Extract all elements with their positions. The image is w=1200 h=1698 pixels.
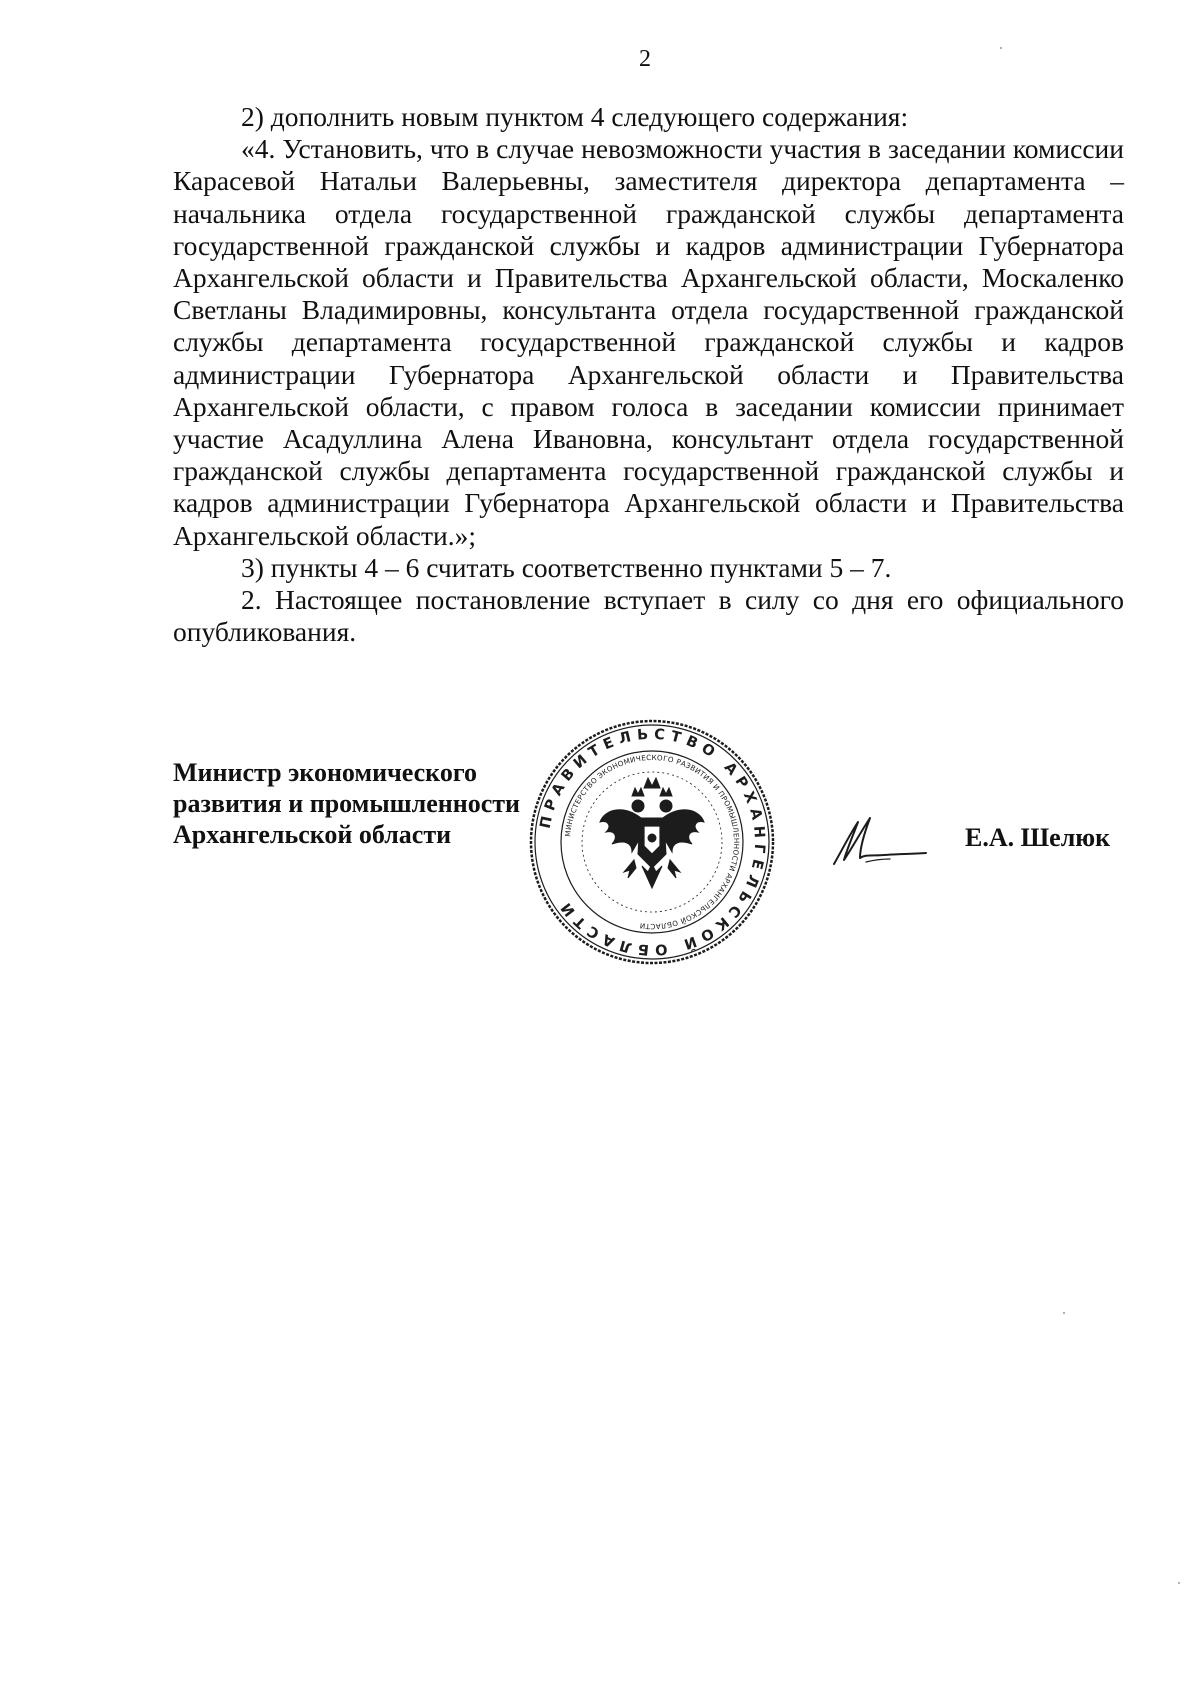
paragraph-entry-into-force: 2. Настоящее постановление вступает в силу со дня его официального опубликования. <box>173 584 1124 648</box>
scan-speck <box>1178 1582 1180 1584</box>
scan-speck <box>1063 1312 1065 1314</box>
paragraph-new-point-4: «4. Установить, что в случае невозможности участия в заседании комиссии Карасевой Натальи Валерьевны, заместителя директора департамента – начальника отдела государственной гражданской службы департамента государственной гражданской службы и кадров администрации Губернатора Архангельской области и Правительства Архангельской области, Москаленко Светланы Владимировны, консультанта отдела государственной гражданской службы департамента государственной гражданской службы и кадров администрации Губернатора Архангельской области и Правительства Архангельской области, с правом голоса в заседании комиссии принимает участие Асадуллина Алена Ивановна, консультант отдела государственной гражданской службы департамента государственной гражданской службы и кадров администрации Губернатора Архангельской области и Правительства Архангельской области.»; <box>173 133 1124 551</box>
position-line: Министр экономического <box>173 758 477 787</box>
signer-name: Е.А. Шелюк <box>965 823 1111 852</box>
paragraph-item-3: 3) пункты 4 – 6 считать соответственно пунктами 5 – 7. <box>241 551 892 583</box>
signatory-position <box>173 757 520 850</box>
scan-speck <box>1000 47 1002 49</box>
stamp-outer-text: ПРАВИТЕЛЬСТВО АРХАНГЕЛЬСКОЙ ОБЛАСТИ <box>537 726 768 958</box>
stamp-inner-text: МИНИСТЕРСТВО ЭКОНОМИЧЕСКОГО РАЗВИТИЯ И ПРОМЫШЛЕННОСТИ АРХАНГЕЛЬСКОЙ ОБЛАСТИ <box>563 752 742 932</box>
double-headed-eagle-emblem <box>600 778 704 888</box>
position-line: Архангельской области <box>173 820 452 849</box>
handwritten-signature <box>830 808 930 870</box>
official-seal-stamp <box>528 718 776 966</box>
position-line: развития и промышленности <box>173 789 521 818</box>
page-number: 2 <box>639 46 651 72</box>
paragraph-item-2: 2) дополнить новым пунктом 4 следующего содержания: <box>241 101 909 132</box>
document-body <box>173 101 1124 648</box>
